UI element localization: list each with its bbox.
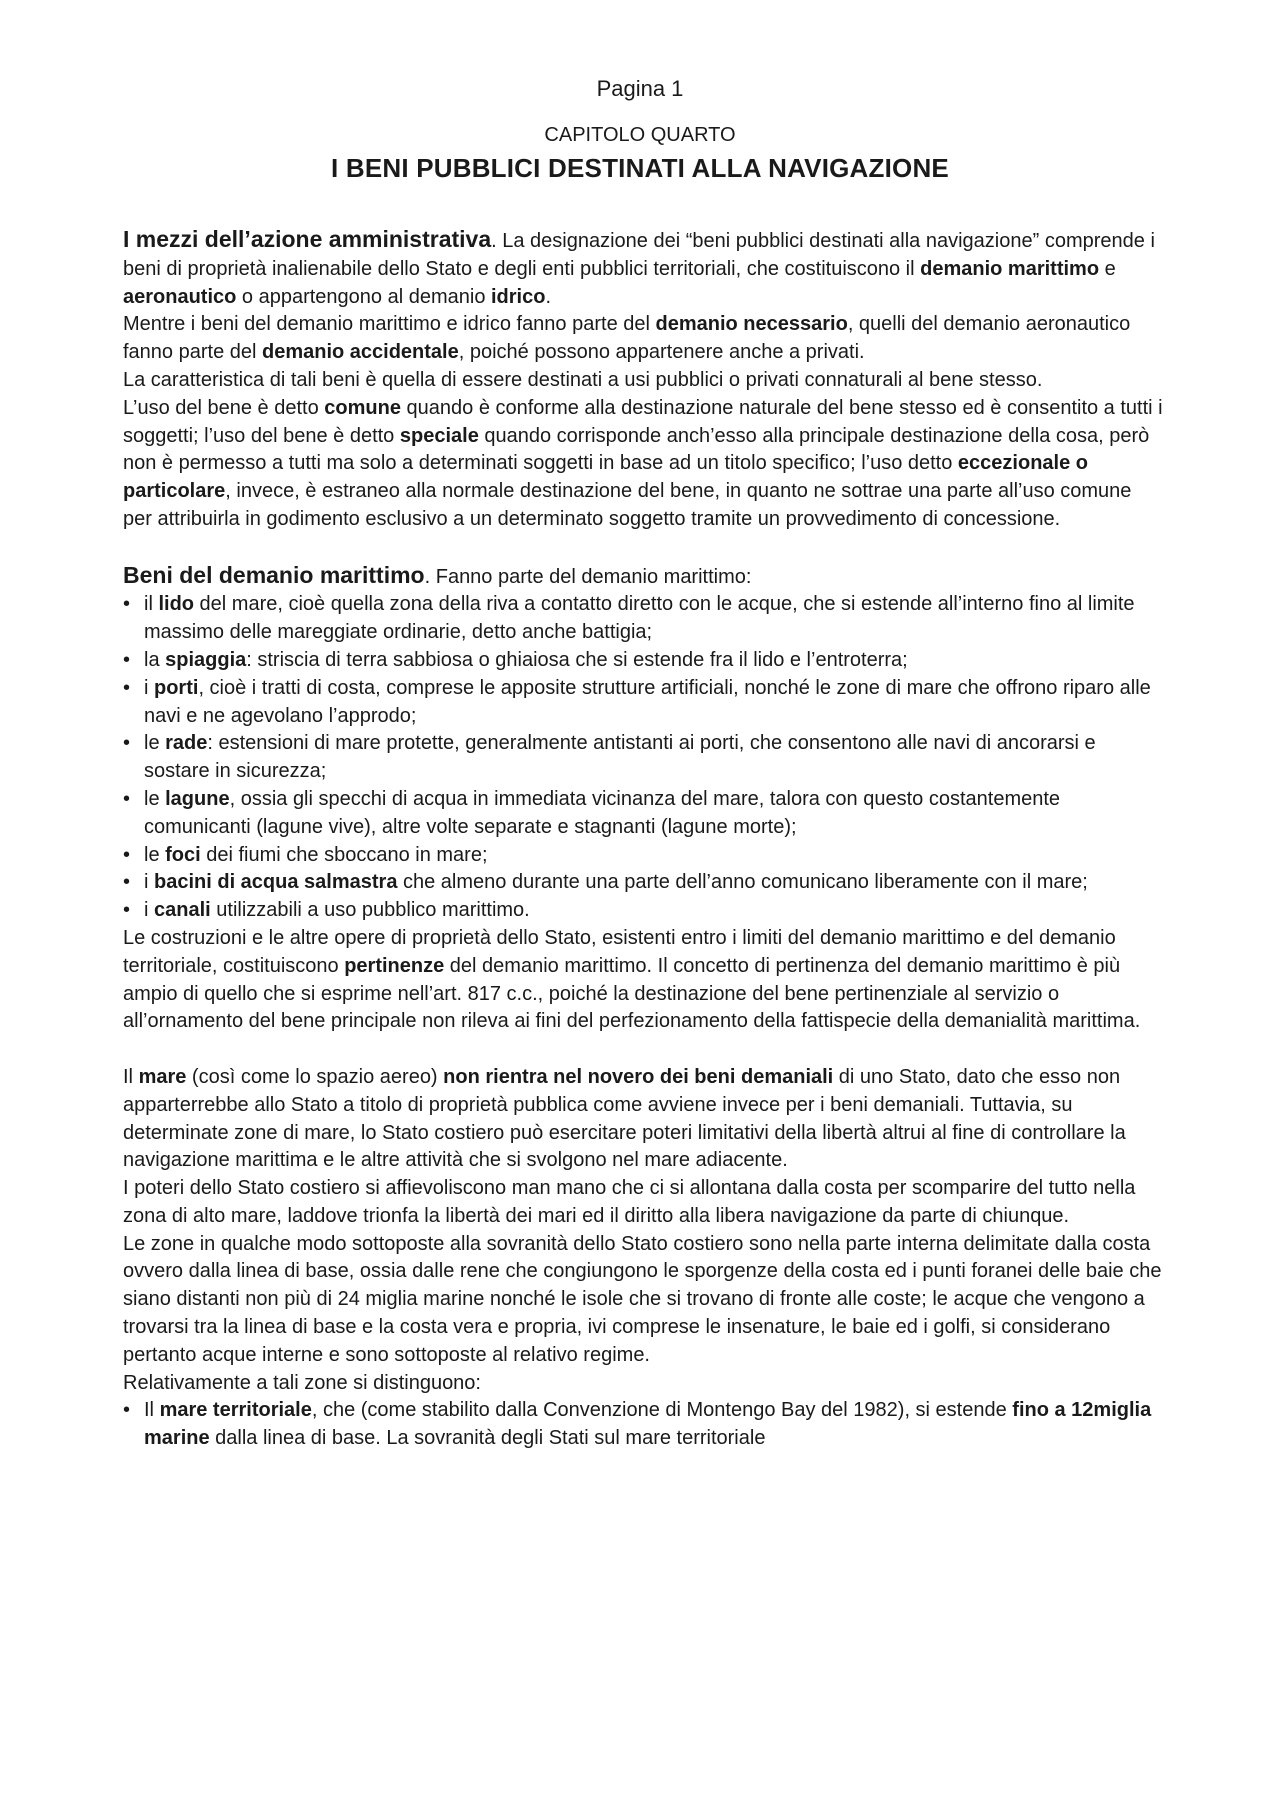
text-run: utilizzabili a uso pubblico marittimo. (210, 899, 530, 922)
text-run: Le costruzioni e le altre opere di proprietà dello Stato, esistenti entro i limiti del demanio marittimo e del demanio territoriale, costituiscono (123, 926, 1116, 977)
text-run: e (1099, 257, 1116, 280)
list-item (123, 675, 1163, 731)
text-run: quando corrisponde anch’esso alla principale destinazione della cosa, però non è permesso a tutti ma solo a determinati soggetti in base ad un titolo specifico; l’uso detto (123, 424, 1150, 475)
document-body (123, 226, 1163, 1453)
text-run: il (144, 593, 159, 616)
section3-paragraph2: I poteri dello Stato costiero si affievoliscono man mano che ci si allontana dalla costa per scomparire del tutto nella zona di alto mare, laddove trionfa la libertà dei mari ed il diritto alla libera navigazione da parte di chiunque. (123, 1177, 1136, 1227)
bullet-icon: • (123, 843, 131, 866)
bold-term: fino a 12miglia marine (144, 1399, 1152, 1450)
section3-paragraph4: Relativamente a tali zone si distinguono: (123, 1371, 481, 1394)
text-run: la (144, 648, 166, 671)
list-item (123, 647, 1163, 675)
text-run: : striscia di terra sabbiosa o ghiaiosa che si estende fra il lido e l’entroterra; (246, 648, 908, 671)
text-run: (così come lo spazio aereo) (186, 1065, 444, 1088)
bold-term: speciale (399, 424, 479, 447)
text-run: , quelli del demanio aeronautico fanno parte del (123, 313, 1131, 364)
section3-paragraph1 (123, 1064, 1163, 1175)
zone-list (123, 1397, 1163, 1453)
bold-term: lido (158, 593, 194, 616)
bullet-icon: • (123, 648, 131, 671)
bold-term: aeronautico (123, 285, 237, 308)
text-run: del mare, cioè quella zona della riva a contatto diretto con le acque, che si estende all’interno fino al limite massimo delle mareggiate ordinarie, detto anche battigia; (144, 593, 1135, 644)
text-run: , ossia gli specchi di acqua in immediata vicinanza del mare, talora con questo costantemente comunicanti (lagune vive), altre volte separate e stagnanti (lagune morte); (144, 787, 1061, 838)
list-item (123, 842, 1163, 870)
bold-term: canali (154, 899, 211, 922)
text-run: quando è conforme alla destinazione naturale del bene stesso ed è consentito a tutti i soggetti; l’uso del bene è detto (123, 396, 1163, 447)
text-run: , cioè i tratti di costa, comprese le apposite strutture artificiali, nonché le zone di mare che offrono riparo alle navi e ne agevolano l’approdo; (144, 676, 1151, 727)
page-number: Pagina 1 (596, 76, 684, 101)
text-run: . (545, 285, 552, 308)
bullet-icon: • (123, 899, 131, 922)
bold-term: demanio accidentale (262, 341, 459, 364)
text-run: . Fanno parte del demanio marittimo: (424, 565, 752, 588)
bold-term: idrico (491, 285, 546, 308)
text-run: di uno Stato, dato che esso non apparterrebbe allo Stato a titolo di proprietà pubblica come avviene invece per i beni demaniali. Tuttavia, su determinate zone di mare, lo Stato costiero può esercitare poteri limitativi della libertà altrui al fine di controllare la navigazione marittima e le altre attività che si svolgono nel mare adiacente. (123, 1065, 1126, 1172)
text-run: , invece, è estraneo alla normale destinazione del bene, in quanto ne sottrae una parte all’uso comune per attribuirla in godimento esclusivo a un determinato soggetto tramite un provvedimento di concessione. (123, 480, 1132, 530)
page-title: I BENI PUBBLICI DESTINATI ALLA NAVIGAZIONE (331, 153, 949, 183)
bold-term: demanio marittimo (920, 257, 1100, 280)
bold-term: pertinenze (344, 954, 445, 977)
bold-term: non rientra nel novero dei beni demaniali (443, 1065, 834, 1088)
text-run: Il (144, 1399, 160, 1422)
section1-paragraph1 (123, 226, 1163, 311)
section2-pertinenze-paragraph (123, 925, 1163, 1036)
list-item (123, 730, 1163, 786)
text-run: o appartengono al demanio (236, 285, 491, 308)
text-run: : estensioni di mare protette, generalmente antistanti ai porti, che consentono alle navi di ancorarsi e sostare in sicurezza; (144, 732, 1096, 783)
list-item (123, 1397, 1163, 1453)
section1-heading: I mezzi dell’azione amministrativa (123, 226, 492, 252)
bold-term: mare territoriale (159, 1399, 312, 1422)
text-run: , che (come stabilito dalla Convenzione di Montengo Bay del 1982), si estende (311, 1399, 1013, 1422)
text-run: i (144, 871, 154, 894)
bold-term: mare (138, 1065, 187, 1088)
bullet-icon: • (123, 593, 131, 616)
section1-paragraph4 (123, 395, 1163, 534)
list-item (123, 897, 1163, 925)
bullet-icon: • (123, 732, 131, 755)
text-run: del demanio marittimo. Il concetto di pertinenza del demanio marittimo è più ampio di quello che si esprime nell’art. 817 c.c., poiché la destinazione del bene pertinenziale al servizio o all’ornamento del bene principale non rileva ai fini del perfezionamento della fattispecie della demanialità marittima. (123, 954, 1141, 1033)
section1-paragraph2 (123, 311, 1163, 367)
paragraph-gap (123, 1036, 1163, 1064)
list-item (123, 591, 1163, 647)
bold-term: eccezionale o particolare (123, 452, 1088, 503)
bold-term: rade (165, 732, 208, 755)
bullet-icon: • (123, 787, 131, 810)
demanio-marittimo-list (123, 591, 1163, 925)
bold-term: comune (324, 396, 401, 419)
text-run: , poiché possono appartenere anche a privati. (458, 341, 865, 364)
bold-term: demanio necessario (655, 313, 848, 336)
text-run: le (144, 843, 166, 866)
text-run: Mentre i beni del demanio marittimo e idrico fanno parte del (123, 313, 656, 336)
bullet-icon: • (123, 676, 131, 699)
text-run: i (144, 899, 154, 922)
text-run: che almeno durante una parte dell’anno comunicano liberamente con il mare; (397, 871, 1088, 894)
text-run: le (144, 787, 166, 810)
section1-paragraph3: La caratteristica di tali beni è quella di essere destinati a usi pubblici o privati connaturali al bene stesso. (123, 368, 1043, 391)
text-run: dei fiumi che sboccano in mare; (200, 843, 488, 866)
text-run: dalla linea di base. La sovranità degli Stati sul mare territoriale (209, 1427, 766, 1450)
bullet-icon: • (123, 1399, 131, 1422)
list-item (123, 869, 1163, 897)
bold-term: porti (154, 676, 199, 699)
chapter-label: CAPITOLO QUARTO (544, 124, 736, 146)
bullet-icon: • (123, 871, 131, 894)
text-run: Il (123, 1065, 139, 1088)
list-item (123, 786, 1163, 842)
bold-term: foci (165, 843, 201, 866)
section2-heading: Beni del demanio marittimo (123, 561, 425, 588)
bold-term: bacini di acqua salmastra (154, 871, 398, 894)
paragraph-gap (123, 534, 1163, 562)
bold-term: spiaggia (165, 648, 247, 671)
text-run: L’uso del bene è detto (123, 396, 325, 419)
text-run: le (144, 732, 166, 755)
text-run: . La designazione dei “beni pubblici destinati alla navigazione” comprende i beni di proprietà inalienabile dello Stato e degli enti pubblici territoriali, che costituiscono il (123, 230, 1155, 280)
bold-term: lagune (165, 787, 230, 810)
section3-paragraph3: Le zone in qualche modo sottoposte alla sovranità dello Stato costiero sono nella parte interna delimitate dalla costa ovvero dalla linea di base, ossia dalle rene che congiungono le sporgenze della costa ed i punti foranei delle baie che siano distanti non più di 24 miglia marine nonché le isole che si trovano di fronte alle coste; le acque che vengono a trovarsi tra la linea di base e la costa vera e propria, ivi comprese le insenature, le baie ed i golfi, si considerano pertanto acque interne e sono sottoposte al relativo regime. (123, 1232, 1162, 1366)
section2-intro (123, 562, 1163, 592)
text-run: i (144, 676, 154, 699)
